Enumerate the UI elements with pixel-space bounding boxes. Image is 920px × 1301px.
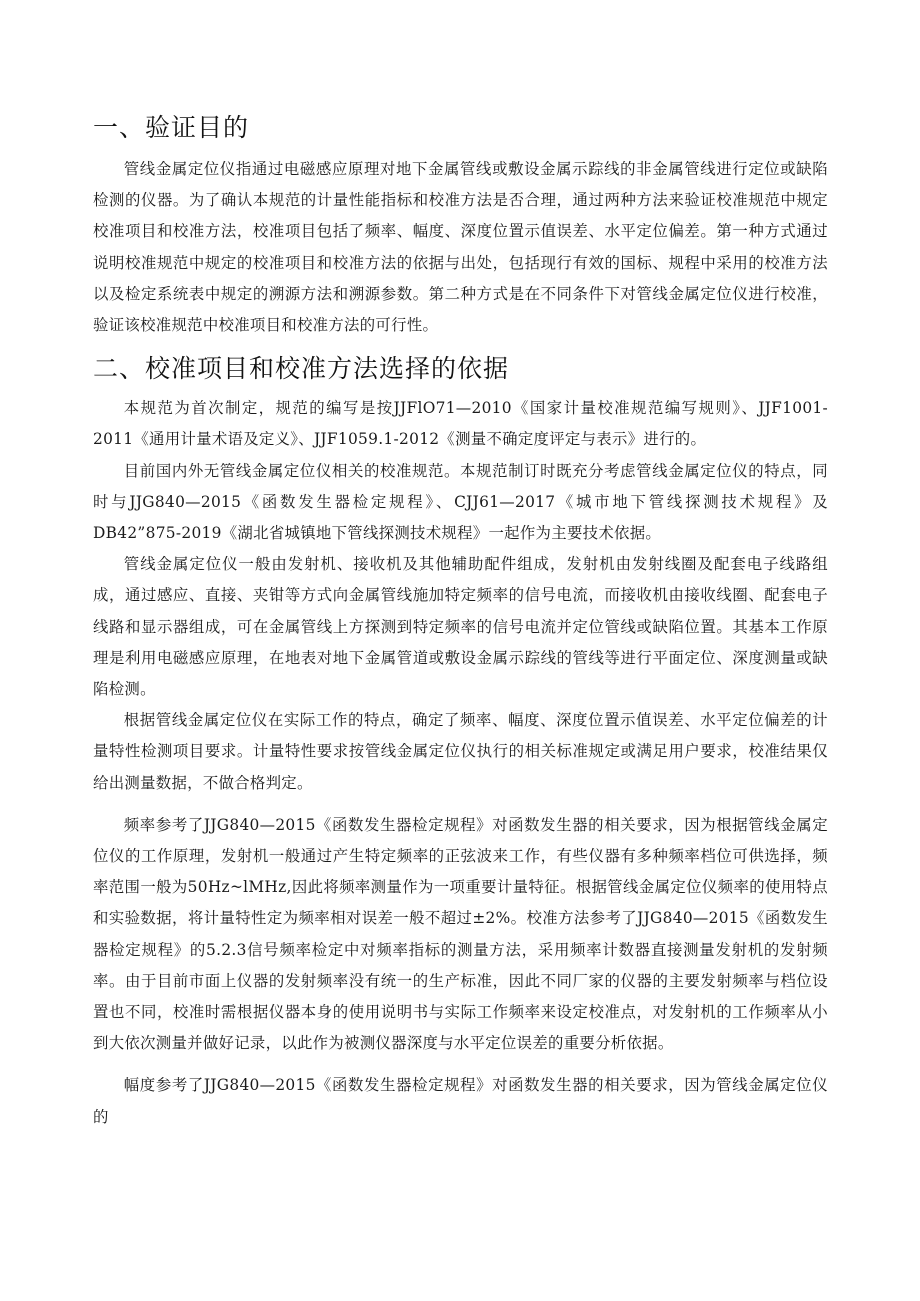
paragraph-amplitude: 幅度参考了JJG840—2015《函数发生器检定规程》对函数发生器的相关要求，因为管线金属定位仪的 [93,1076,828,1126]
paragraph-frequency: 频率参考了JJG840—2015《函数发生器检定规程》对函数发生器的相关要求，因为根据管线金属定位仪的工作原理，发射机一般通过产生特定频率的正弦波来工作，有些仪器有多种频率档位可供选择，频率范围一般为50Hz~lMHz,因此将频率测量作为一项重要计量特征。根据管线金属定位仪频率的使用特点和实验数据，将计量特性定为频率相对误差一般不超过±2%。校准方法参考了JJG840—2015《函数发生器检定规程》的5.2.3信号频率检定中对频率指标的测量方法，采用频率计数器直接测量发射机的发射频率。由于目前市面上仪器的发射频率没有统一的生产标准，因此不同厂家的仪器的主要发射频率与档位设置也不同，校准时需根据仪器本身的使用说明书与实际工作频率来设定校准点，对发射机的工作频率从小到大依次测量并做好记录，以此作为被测仪器深度与水平定位误差的重要分析依据。 [93,815,828,1053]
document-page [93,110,828,1133]
paragraph-technical-references: 目前国内外无管线金属定位仪相关的校准规范。本规范制订时既充分考虑管线金属定位仪的特点，同时与JJG840—2015《函数发生器检定规程》、CJJ61—2017《城市地下管线探测技术规程》及DB42”875-2019《湖北省城镇地下管线探测技术规程》一起作为主要技术依据。 [93,461,828,543]
section-heading-verification-purpose: 一、验证目的 [93,113,250,142]
section-heading-calibration-basis: 二、校准项目和校准方法选择的依据 [93,354,510,384]
paragraph-drafting-basis: 本规范为首次制定，规范的编写是按JJFlO71—2010《国家计量校准规范编写规则》、JJF1001-2011《通用计量术语及定义》、JJF1059.1-2012《测量不确定度评定与表示》进行的。 [93,399,828,449]
paragraph-instrument-composition: 管线金属定位仪一般由发射机、接收机及其他辅助配件组成，发射机由发射线圈及配套电子线路组成，通过感应、直接、夹钳等方式向金属管线施加特定频率的信号电流，而接收机由接收线圈、配套电子线路和显示器组成，可在金属管线上方探测到特定频率的信号电流并定位管线或缺陷位置。其基本工作原理是利用电磁感应原理，在地表对地下金属管道或敷设金属示踪线的管线等进行平面定位、深度测量或缺陷检测。 [93,555,828,699]
paragraph-verification-purpose: 管线金属定位仪指通过电磁感应原理对地下金属管线或敷设金属示踪线的非金属管线进行定位或缺陷检测的仪器。为了确认本规范的计量性能指标和校准方法是否合理，通过两种方法来验证校准规范中规定校准项目和校准方法，校准项目包括了频率、幅度、深度位置示值误差、水平定位偏差。第一种方式通过说明校准规范中规定的校准项目和校准方法的依据与出处，包括现行有效的国标、规程中采用的校准方法以及检定系统表中规定的溯源方法和溯源参数。第二种方式是在不同条件下对管线金属定位仪进行校准，验证该校准规范中校准项目和校准方法的可行性。 [93,160,828,335]
paragraph-metrological-requirements: 根据管线金属定位仪在实际工作的特点，确定了频率、幅度、深度位置示值误差、水平定位偏差的计量特性检测项目要求。计量特性要求按管线金属定位仪执行的相关标准规定或满足用户要求，校准结果仅给出测量数据，不做合格判定。 [93,711,828,792]
